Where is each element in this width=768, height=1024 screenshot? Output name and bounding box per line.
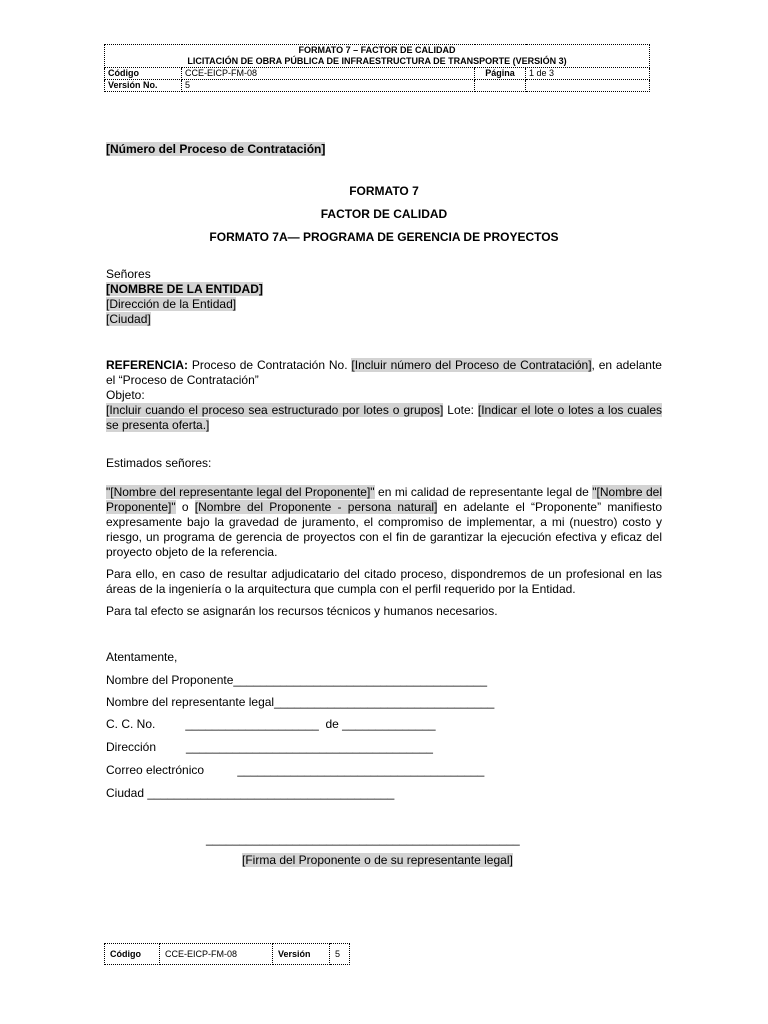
footer-table xyxy=(104,943,350,965)
header-title xyxy=(105,45,650,68)
address-direccion: [Dirección de la Entidad] xyxy=(106,297,237,311)
header-title-line1: FORMATO 7 – FACTOR DE CALIDAD xyxy=(298,45,456,55)
address-greeting: Señores xyxy=(106,267,151,281)
signature-direccion: Dirección _____________________________________ xyxy=(106,740,433,754)
body-paragraph-1 xyxy=(106,485,662,560)
footer-codigo-label: Código xyxy=(105,944,160,965)
signature-atentamente: Atentamente, xyxy=(106,650,178,664)
footer-version-value: 5 xyxy=(330,944,350,965)
referencia-highlight-numero: [Incluir número del Proceso de Contratación] xyxy=(351,358,592,372)
referencia-text2: , en adelante el “Proceso de Contratación” xyxy=(106,358,662,387)
address-block xyxy=(106,267,263,327)
body-highlight-persona-natural: [Nombre del Proponente - persona natural] xyxy=(194,500,438,514)
title-formato-7a: FORMATO 7A— PROGRAMA DE GERENCIA DE PROYECTOS xyxy=(209,230,559,244)
header-version-label: Versión No. xyxy=(105,80,182,92)
body-highlight-representante: "[Nombre del representante legal del Proponente]" xyxy=(106,485,375,499)
firma-label: [Firma del Proponente o de su representante legal] xyxy=(242,853,513,867)
header-version-value: 5 xyxy=(182,80,475,92)
referencia-text1: Proceso de Contratación No. xyxy=(188,358,352,372)
address-entity: [NOMBRE DE LA ENTIDAD] xyxy=(106,282,263,296)
body-text-1: en mi calidad de representante legal de xyxy=(374,485,593,499)
signature-correo: Correo electrónico _____________________________________ xyxy=(106,763,485,777)
address-ciudad: [Ciudad] xyxy=(106,312,151,326)
objeto-highlight-lotes: [Incluir cuando el proceso sea estructurado por lotes o grupos] xyxy=(106,403,444,417)
referencia-label: REFERENCIA: xyxy=(106,358,189,372)
title-formato: FORMATO 7 xyxy=(349,184,419,198)
salutation: Estimados señores: xyxy=(106,456,212,470)
proceso-numero: [Número del Proceso de Contratación] xyxy=(106,142,326,156)
referencia-block xyxy=(106,358,662,388)
body-paragraph-2: Para ello, en caso de resultar adjudicatario del citado proceso, dispondremos de un profesional en las áreas de la ingeniería o la arquitectura que cumpla con el perfil requerido por la Entidad. xyxy=(106,567,662,596)
body-paragraph-3: Para tal efecto se asignarán los recursos técnicos y humanos necesarios. xyxy=(106,604,498,618)
body-highlight-proponente: "[Nombre del Proponente]" xyxy=(106,485,662,514)
signature-nombre-representante: Nombre del representante legal_________________________________ xyxy=(106,695,495,709)
body-text-2: o xyxy=(175,500,195,514)
header-table xyxy=(104,44,650,92)
signature-cc: C. C. No. ____________________ de ______________ xyxy=(106,717,436,731)
header-pagina-value: 1 de 3 xyxy=(526,68,650,80)
header-title-line2: LICITACIÓN DE OBRA PÚBLICA DE INFRAESTRUCTURA DE TRANSPORTE (VERSIÓN 3) xyxy=(187,56,567,66)
header-pagina-label: Página xyxy=(475,68,526,80)
signature-ciudad: Ciudad _____________________________________ xyxy=(106,786,395,800)
objeto-label: Objeto: xyxy=(106,388,145,402)
footer-version-label: Versión xyxy=(273,944,330,965)
objeto-block xyxy=(106,403,662,433)
objeto-lote: Lote: xyxy=(443,403,478,417)
body-text-3: en adelante el “Proponente” manifiesto expresamente bajo la gravedad de juramento, el compromiso de implementar, a mi (nuestro) costo y riesgo, un programa de gerencia de proyectos con el fin de garantizar la ejecución efectiva y eficaz del proyecto objeto de la referencia. xyxy=(106,500,663,559)
signature-nombre-proponente: Nombre del Proponente______________________________________ xyxy=(106,673,488,687)
header-codigo-value: CCE-EICP-FM-08 xyxy=(182,68,475,80)
header-codigo-label: Código xyxy=(105,68,182,80)
objeto-highlight-oferta: [Indicar el lote o lotes a los cuales se presenta oferta.] xyxy=(106,403,662,432)
firma-line: _______________________________________________ xyxy=(206,832,520,846)
title-factor: FACTOR DE CALIDAD xyxy=(320,207,448,221)
footer-codigo-value: CCE-EICP-FM-08 xyxy=(160,944,273,965)
